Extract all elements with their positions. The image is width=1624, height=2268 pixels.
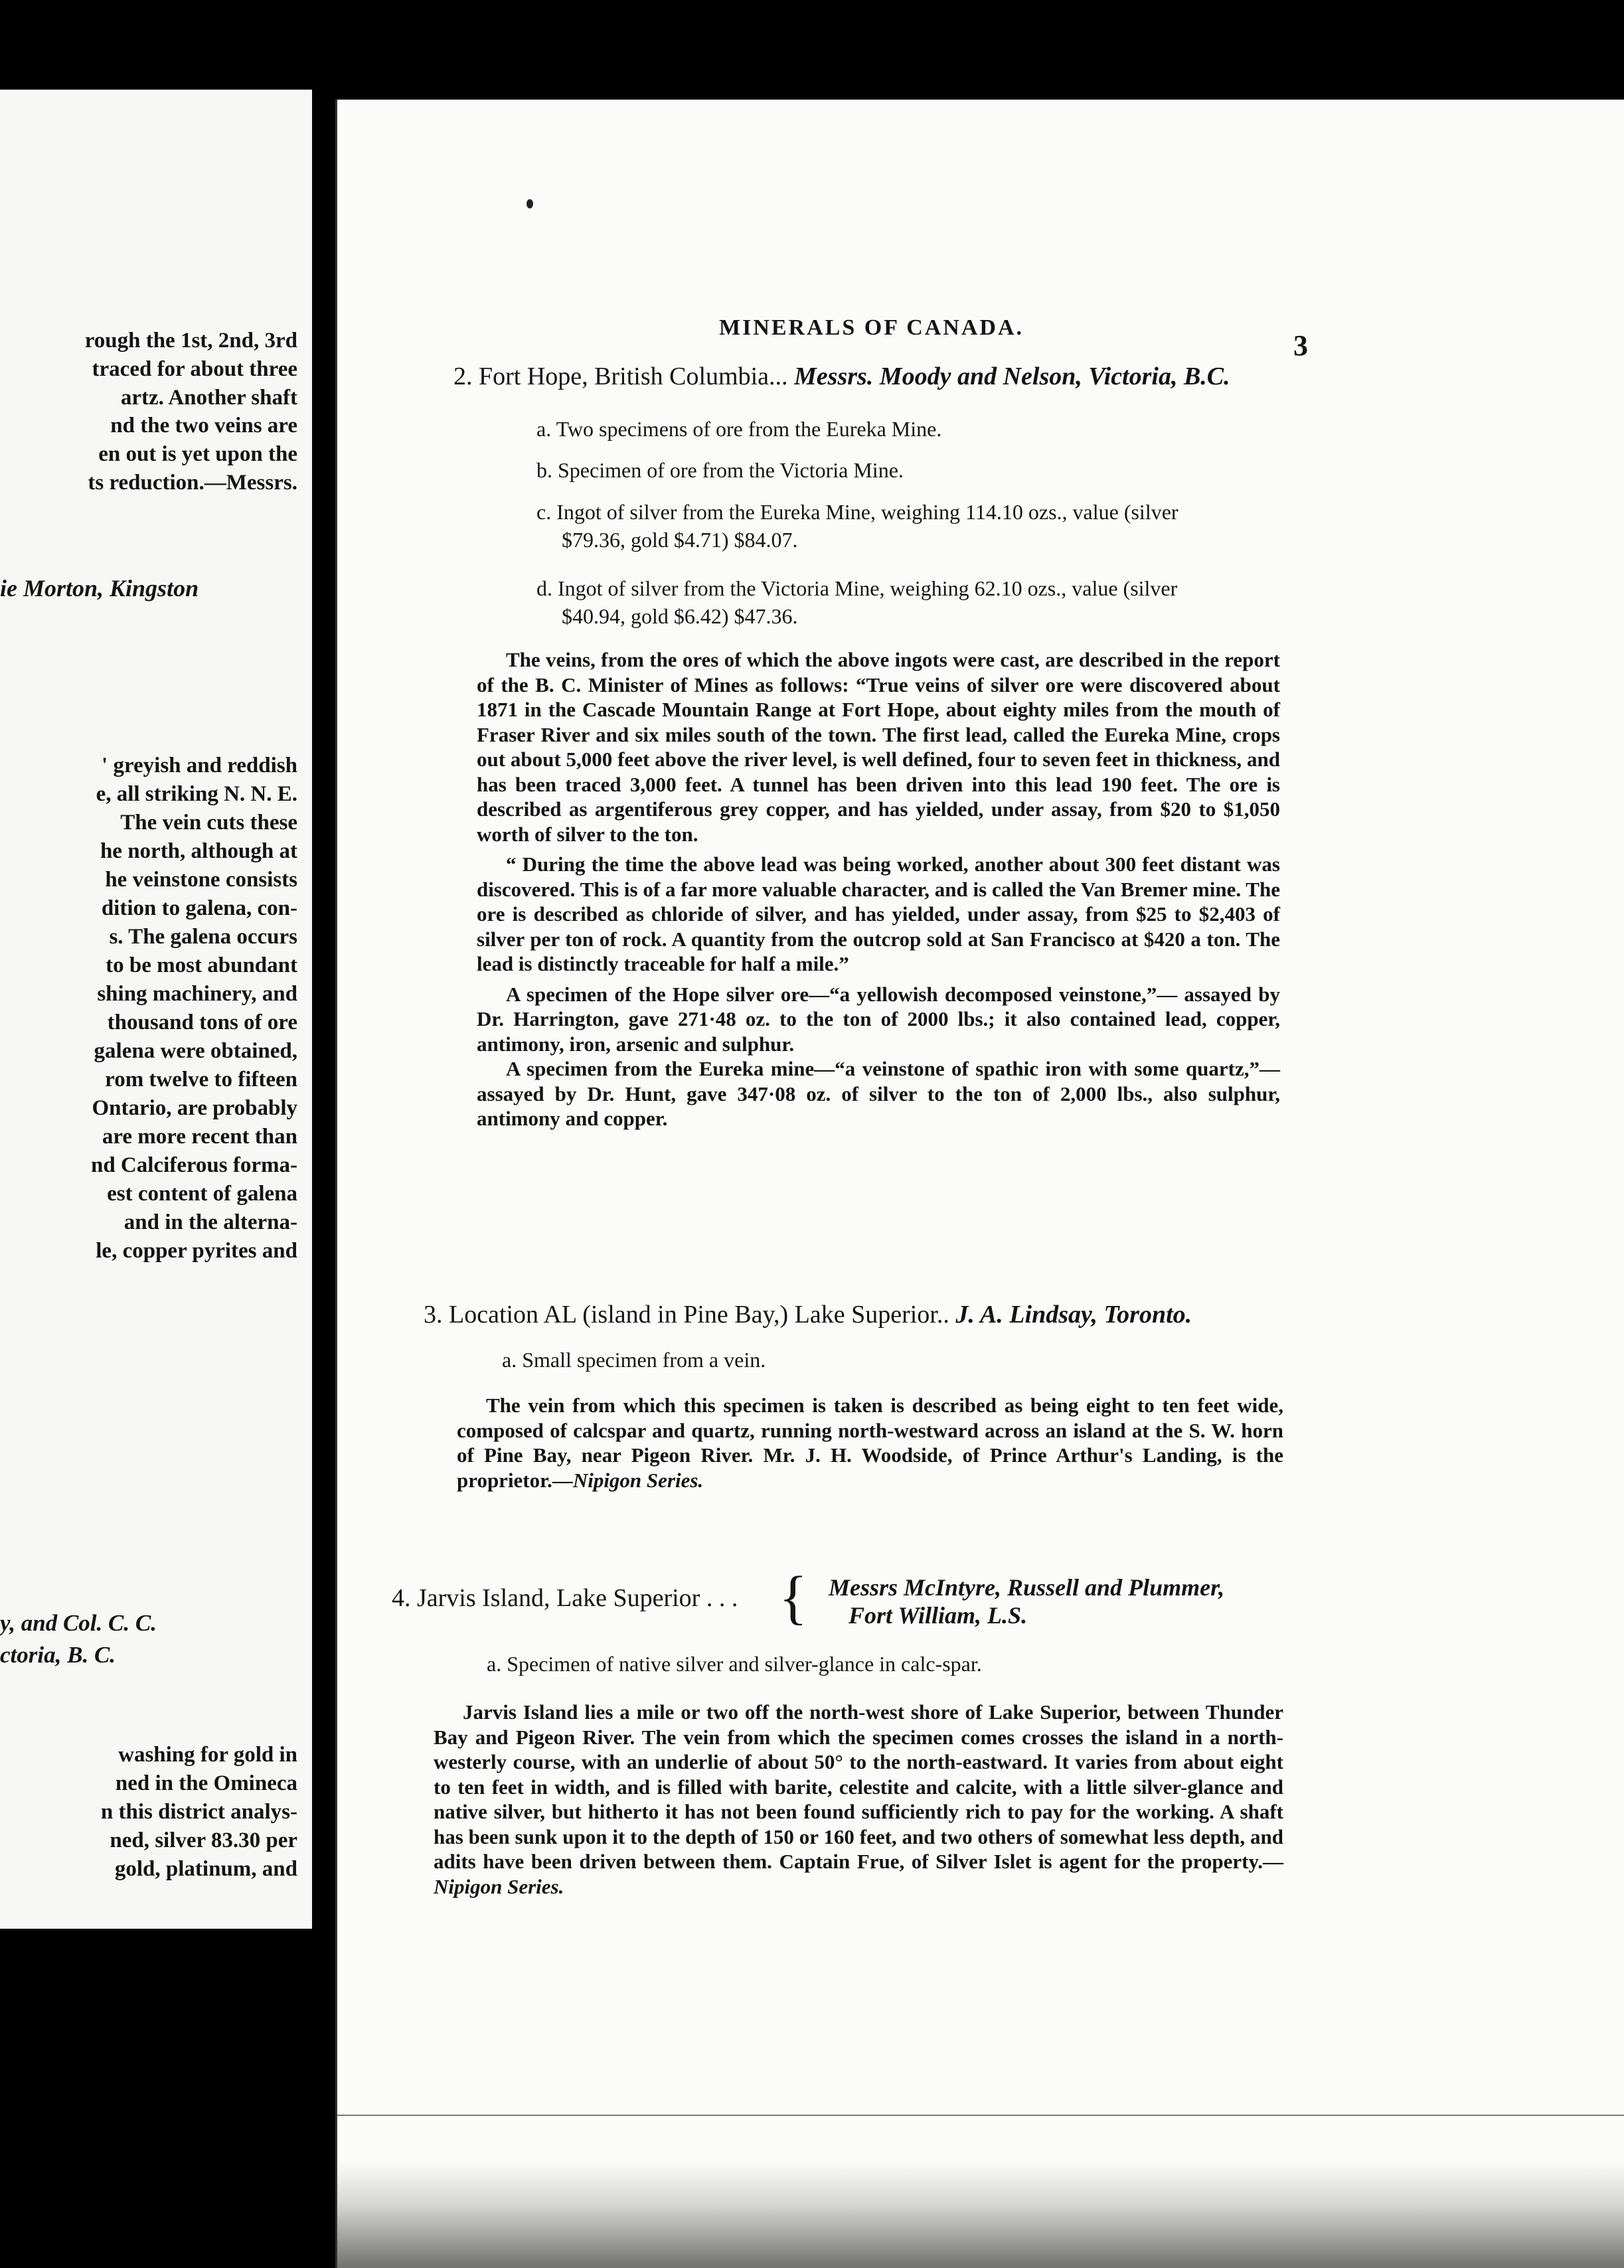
left-line: rom twelve to fifteen: [105, 1068, 297, 1092]
paragraph: The veins, from the ores of which the above ingots were cast, are described in the report of the B. C. Minister of Mines as follows: “True veins of silver ore were discovered about 1871 in the Cascade Mountain Range at Fort Hope, about eighty miles from the mouth of Fraser River and six miles south of the town. The first lead, called the Eureka Mine, crops out about 5,000 feet above the river level, is well defined, four to seven feet in thickness, and has been traced 3,000 feet. A tunnel has been driven into this lead 190 feet. The ore is described as argentiferous grey copper, and has yielded, under assay, from $20 to $1,050 worth of silver to the ton.: [477, 648, 1280, 846]
paragraph: “ During the time the above lead was being worked, another about 300 feet distant was discovered. This is of a far more valuable character, and is called the Van Bremer mine. The ore is described as chloride of silver, and has yielded, under assay, from $25 to $2,403 of silver per ton of rock. A quantity from the outcrop sold at San Francisco at $420 a ton. The lead is distinctly traceable for half a mile.”: [477, 852, 1280, 975]
brace-mark: {: [779, 1565, 808, 1631]
contributor-line: Messrs McIntyre, Russell and Plummer,: [829, 1574, 1225, 1601]
paragraph-text: Jarvis Island lies a mile or two off the north-west shore of Lake Superior, between Thunder Bay and Pigeon River. The vein from which the specimen comes crosses the island in a north-westerly course, with an underlie of about 50° to the north-eastward. It varies from about eight to ten feet in width, and is filled with barite, celestite and calcite, with a little silver-glance and native silver, but hitherto it has not been found sufficiently rich to pay for the working. A shaft has been sunk upon it to the depth of 150 or 160 feet, and two others of somewhat less depth, and adits have been driven between them. Captain Frue, of Silver Islet is agent for the property.—: [434, 1700, 1283, 1873]
left-line: The vein cuts these: [120, 811, 297, 835]
left-line: he veinstone consists: [105, 868, 297, 892]
left-line: s. The galena occurs: [109, 925, 297, 949]
entry-location: 4. Jarvis Island, Lake Superior . . .: [392, 1584, 738, 1612]
specimen-item: c. Ingot of silver from the Eureka Mine, weighing 114.10 ozs., value (silver: [536, 500, 1178, 524]
entry-contributor: Messrs. Moody and Nelson, Victoria, B.C.: [794, 363, 1230, 390]
entry-heading: [424, 1300, 1192, 1329]
left-line: artz. Another shaft: [120, 386, 297, 410]
left-line: to be most abundant: [106, 953, 297, 977]
left-line: y, and Col. C. C.: [0, 1610, 157, 1636]
left-line: ctoria, B. C.: [0, 1642, 116, 1668]
entry-description: [477, 647, 1280, 1131]
paragraph: [457, 1393, 1283, 1493]
specimen-item-cont: $79.36, gold $4.71) $84.07.: [562, 528, 798, 552]
left-line: ie Morton, Kingston: [0, 575, 199, 602]
entry-heading: [453, 362, 1230, 391]
paragraph: A specimen from the Eureka mine—“a veinstone of spathic iron with some quartz,”—assayed by Dr. Hunt, gave 347·08 oz. of silver to the ton of 2,000 lbs., also sulphur, antimony and copper.: [477, 1057, 1280, 1130]
page-number: 3: [1293, 329, 1308, 362]
left-line: are more recent than: [102, 1125, 297, 1149]
left-line: en out is yet upon the: [98, 442, 297, 466]
scan-shadow: [337, 2162, 1624, 2268]
left-line: galena were obtained,: [94, 1039, 297, 1063]
specimen-item: a. Specimen of native silver and silver-glance in calc-spar.: [487, 1652, 982, 1676]
entry-location: 3. Location AL (island in Pine Bay,) Lake Superior..: [424, 1301, 949, 1329]
entry-description: [457, 1393, 1283, 1493]
source-citation: Nipigon Series.: [434, 1874, 564, 1898]
entry-location: 2. Fort Hope, British Columbia...: [453, 363, 788, 390]
entry-description: [434, 1700, 1283, 1899]
left-line: and in the alterna-: [123, 1210, 297, 1234]
left-line: washing for gold in: [118, 1743, 297, 1767]
left-line: est content of galena: [107, 1182, 297, 1206]
left-line: ts reduction.—Messrs.: [88, 471, 297, 495]
left-line: nd Calciferous forma-: [90, 1153, 297, 1177]
specimen-item: d. Ingot of silver from the Victoria Mine, weighing 62.10 ozs., value (silver: [536, 576, 1178, 600]
specimen-item-cont: $40.94, gold $6.42) $47.36.: [562, 604, 798, 628]
source-citation: Nipigon Series.: [572, 1468, 704, 1492]
contributor-line: Fort William, L.S.: [849, 1602, 1028, 1629]
paragraph-text: The vein from which this specimen is taken is described as being eight to ten feet wide, composed of calcspar and quartz, running north-westward across an island at the S. W. horn of Pine Bay, near Pigeon River. Mr. J. H. Woodside, of Prince Arthur's Landing, is the proprietor.—: [457, 1394, 1283, 1492]
entry-contributor: J. A. Lindsay, Toronto.: [955, 1301, 1192, 1329]
left-line: dition to galena, con-: [101, 896, 297, 920]
page-crease: [337, 2115, 1624, 2116]
entry-contributor: [849, 1601, 1027, 1629]
left-line: ned, silver 83.30 per: [110, 1828, 297, 1852]
left-line: nd the two veins are: [110, 414, 297, 438]
left-line: shing machinery, and: [97, 982, 297, 1006]
main-page: [335, 100, 1624, 2268]
left-line: traced for about three: [92, 357, 297, 381]
specimen-item: b. Specimen of ore from the Victoria Mine.: [536, 458, 904, 482]
entry-heading: [392, 1583, 738, 1613]
left-page-fragment: [0, 90, 312, 1929]
paragraph: A specimen of the Hope silver ore—“a yellowish decomposed veinstone,”— assayed by Dr. Harrington, gave 271·48 oz. to the ton of 2000 lbs.; it also contained lead, copper, antimony, iron, arsenic and sulphur.: [477, 982, 1280, 1056]
ink-speck: [527, 199, 533, 208]
left-line: le, copper pyrites and: [96, 1239, 297, 1263]
left-line: e, all striking N. N. E.: [96, 782, 297, 806]
left-line: ned in the Omineca: [115, 1771, 297, 1795]
left-line: he north, although at: [100, 839, 297, 863]
specimen-item: a. Small specimen from a vein.: [502, 1348, 766, 1372]
left-line: gold, platinum, and: [114, 1857, 297, 1881]
left-line: rough the 1st, 2nd, 3rd: [84, 329, 297, 353]
page-title: MINERALS OF CANADA.: [719, 315, 1024, 340]
specimen-item: a. Two specimens of ore from the Eureka Mine.: [536, 417, 942, 441]
left-line: n this district analys-: [100, 1800, 297, 1824]
left-line: thousand tons of ore: [107, 1011, 297, 1034]
left-line: ' greyish and reddish: [102, 754, 297, 777]
paragraph: [434, 1700, 1283, 1899]
left-line: Ontario, are probably: [92, 1096, 297, 1120]
entry-contributor: [829, 1574, 1224, 1601]
